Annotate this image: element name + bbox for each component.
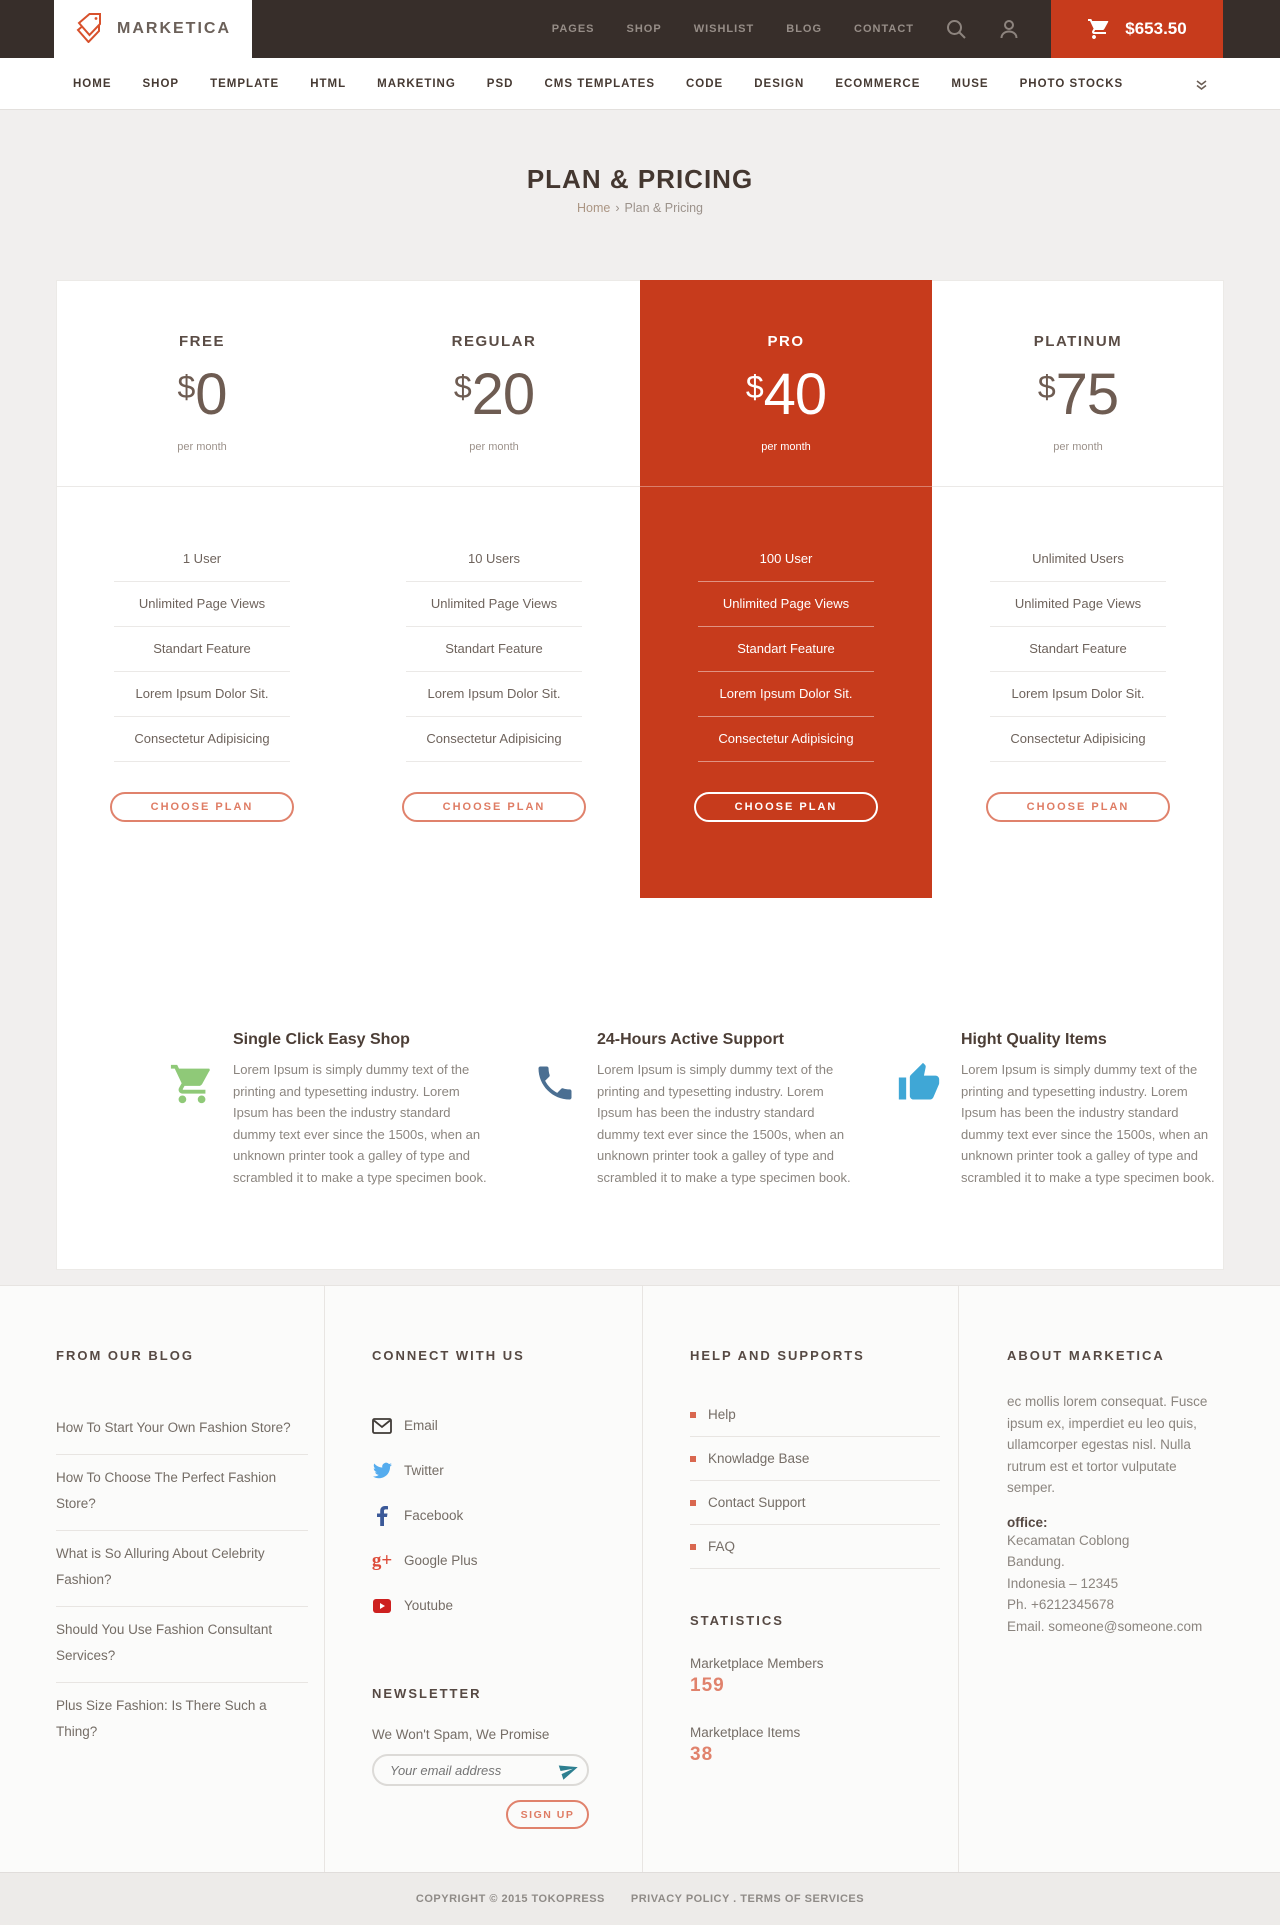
nav-item-code[interactable]: CODE — [686, 77, 724, 90]
page-title: PLAN & PRICING — [526, 164, 754, 194]
newsletter-email-input[interactable] — [372, 1754, 589, 1786]
google-plus-icon: g+ — [371, 1550, 393, 1571]
blurb-text: Lorem Ipsum is simply dummy text of the printing and typesetting industry. Lorem Ipsum has been the industry standard dummy text ever since the 1500s, when an unknown printer took a galley of type and scrambled it to make a type specimen book. — [233, 1062, 487, 1185]
plan-feature: Consectetur Adipisicing — [990, 717, 1166, 762]
thumb-up-icon — [897, 1061, 943, 1107]
nav-item-psd[interactable]: PSD — [486, 77, 514, 90]
plan-period: per month — [1053, 441, 1103, 453]
plan-features — [406, 537, 582, 762]
plan-feature: 10 Users — [406, 537, 582, 582]
blurb-title: Single Click Easy Shop — [233, 1031, 410, 1048]
social-label: Facebook — [404, 1508, 464, 1523]
square-bullet-icon — [690, 1456, 696, 1462]
plan-feature: Lorem Ipsum Dolor Sit. — [698, 672, 874, 717]
copyright-bar — [0, 1872, 1280, 1925]
plan-price — [348, 358, 640, 439]
list-item — [56, 1405, 308, 1455]
cart-icon — [169, 1061, 215, 1107]
address-line: Ph. +6212345678 — [1007, 1597, 1114, 1612]
user-account-icon[interactable] — [997, 17, 1021, 41]
plan-feature: Standart Feature — [698, 627, 874, 672]
price-amount: 20 — [471, 362, 535, 427]
social-links — [372, 1403, 589, 1628]
social-link-twitter[interactable] — [372, 1448, 589, 1493]
list-item — [56, 1455, 308, 1531]
price-amount: 75 — [1055, 362, 1119, 427]
nav-item-muse[interactable]: MUSE — [951, 77, 989, 90]
social-label: Youtube — [404, 1598, 454, 1613]
chevron-down-icon[interactable] — [1195, 78, 1208, 96]
breadcrumb-current: Plan & Pricing — [624, 201, 704, 215]
plan-price — [932, 358, 1224, 439]
breadcrumb — [0, 201, 1280, 215]
pricing-plan-regular — [348, 280, 640, 898]
breadcrumb-separator: › — [615, 201, 620, 215]
footer-heading-blog: FROM OUR BLOG — [56, 1348, 194, 1363]
plan-period: per month — [177, 441, 227, 453]
help-label: Knowladge Base — [708, 1451, 810, 1466]
plan-feature: Consectetur Adipisicing — [406, 717, 582, 762]
footer-divider — [642, 1286, 643, 1872]
cart-button[interactable] — [1051, 0, 1223, 58]
footer-blog-column — [56, 1286, 308, 1758]
plan-name: PLATINUM — [1033, 333, 1123, 350]
plan-feature: Unlimited Page Views — [114, 582, 290, 627]
pricing-plan-free — [56, 280, 348, 898]
top-links — [552, 0, 914, 58]
footer-divider — [324, 1286, 325, 1872]
plan-feature: Unlimited Page Views — [406, 582, 582, 627]
footer-heading-newsletter: NEWSLETTER — [372, 1686, 482, 1701]
plan-period: per month — [761, 441, 811, 453]
nav-item-home[interactable]: HOME — [73, 77, 112, 90]
blog-post-link[interactable]: How To Start Your Own Fashion Store? — [56, 1420, 291, 1435]
help-label: Contact Support — [708, 1495, 806, 1510]
square-bullet-icon — [690, 1544, 696, 1550]
social-link-facebook[interactable] — [372, 1493, 589, 1538]
currency-symbol: $ — [453, 369, 472, 405]
brand-name: MARKETICA — [117, 20, 231, 37]
help-link-faq[interactable] — [690, 1525, 940, 1569]
price-amount: 40 — [763, 362, 827, 427]
social-link-email[interactable] — [372, 1403, 589, 1448]
stat-value: 38 — [690, 1744, 714, 1765]
plan-feature: Standart Feature — [406, 627, 582, 672]
stat-label: Marketplace Items — [690, 1725, 801, 1740]
plan-name: REGULAR — [451, 333, 537, 350]
blurb-text: Lorem Ipsum is simply dummy text of the printing and typesetting industry. Lorem Ipsum has been the industry standard dummy text ever since the 1500s, when an unknown printer took a galley of type and scrambled it to make a type specimen book. — [597, 1062, 851, 1185]
footer-help-column — [690, 1286, 940, 1766]
office-address — [1007, 1530, 1225, 1638]
signup-button[interactable]: SIGN UP — [506, 1800, 589, 1829]
plan-feature: Unlimited Users — [990, 537, 1166, 582]
social-label: Google Plus — [404, 1553, 478, 1568]
plan-feature: Unlimited Page Views — [698, 582, 874, 627]
stat-label: Marketplace Members — [690, 1656, 824, 1671]
social-label: Email — [404, 1418, 438, 1433]
choose-plan-button-platinum[interactable]: CHOOSE PLAN — [986, 792, 1170, 822]
nav-item-photo-stocks[interactable]: PHOTO STOCKS — [1019, 77, 1124, 90]
nav-item-marketing[interactable]: MARKETING — [377, 77, 456, 90]
nav-item-design[interactable]: DESIGN — [754, 77, 805, 90]
plan-feature: Consectetur Adipisicing — [698, 717, 874, 762]
top-link-contact[interactable]: CONTACT — [854, 23, 914, 35]
plan-price — [56, 358, 348, 439]
phone-icon — [533, 1061, 579, 1107]
top-bar — [0, 0, 1280, 58]
blog-post-link[interactable]: Plus Size Fashion: Is There Such a Thing? — [56, 1698, 267, 1739]
address-line: Kecamatan Coblong — [1007, 1532, 1130, 1548]
help-label: FAQ — [708, 1539, 736, 1554]
plan-feature: 1 User — [114, 537, 290, 582]
plan-feature: Standart Feature — [114, 627, 290, 672]
legal-links[interactable]: PRIVACY POLICY . TERMS OF SERVICES — [630, 1893, 865, 1905]
square-bullet-icon — [690, 1412, 696, 1418]
pricing-plan-platinum — [932, 280, 1224, 898]
nav-item-shop[interactable]: SHOP — [142, 77, 180, 90]
footer-connect-column — [372, 1286, 589, 1829]
twitter-icon — [372, 1461, 392, 1481]
help-link-help[interactable] — [690, 1393, 940, 1437]
plan-feature: Standart Feature — [990, 627, 1166, 672]
feature-blurbs — [57, 995, 1225, 1271]
choose-plan-button-free[interactable]: CHOOSE PLAN — [110, 792, 294, 822]
blurb-support — [477, 1031, 851, 1188]
blog-post-link[interactable]: How To Choose The Perfect Fashion Store? — [56, 1470, 277, 1511]
list-item — [56, 1531, 308, 1607]
choose-plan-button-pro[interactable]: CHOOSE PLAN — [694, 792, 878, 822]
blurb-easy-shop — [113, 1031, 487, 1188]
plan-feature: Unlimited Page Views — [990, 582, 1166, 627]
top-link-shop[interactable]: SHOP — [626, 23, 662, 35]
logo[interactable] — [54, 0, 252, 58]
footer-heading-statistics: STATISTICS — [690, 1613, 784, 1628]
footer-divider — [958, 1286, 959, 1872]
help-links — [690, 1393, 940, 1569]
plan-feature: Lorem Ipsum Dolor Sit. — [114, 672, 290, 717]
blurb-quality — [841, 1031, 1215, 1188]
send-icon[interactable] — [559, 1760, 579, 1780]
facebook-icon — [372, 1506, 392, 1526]
pricing-card — [56, 280, 1224, 1270]
plan-feature: Lorem Ipsum Dolor Sit. — [990, 672, 1166, 717]
plan-header — [640, 280, 932, 487]
blog-post-link[interactable]: What is So Alluring About Celebrity Fashion? — [56, 1546, 265, 1587]
top-link-blog[interactable]: BLOG — [786, 23, 823, 35]
plan-feature: Lorem Ipsum Dolor Sit. — [406, 672, 582, 717]
blurb-title: 24-Hours Active Support — [597, 1031, 784, 1048]
address-line: Bandung. — [1007, 1554, 1065, 1569]
blog-post-list — [56, 1405, 308, 1758]
nav-item-ecommerce[interactable]: ECOMMERCE — [835, 77, 921, 90]
footer-about-column — [1007, 1286, 1225, 1637]
newsletter-form — [372, 1754, 589, 1786]
pricing-plan-pro-highlighted — [640, 280, 932, 898]
help-link-contact-support[interactable] — [690, 1481, 940, 1525]
square-bullet-icon — [690, 1500, 696, 1506]
plan-name: PRO — [767, 333, 805, 350]
footer-heading-about: ABOUT MARKETICA — [1007, 1348, 1165, 1363]
brand-tag-icon — [75, 10, 105, 48]
blurb-text: Lorem Ipsum is simply dummy text of the printing and typesetting industry. Lorem Ipsum has been the industry standard dummy text ever since the 1500s, when an unknown printer took a galley of type and scrambled it to make a type specimen book. — [961, 1062, 1215, 1185]
help-label: Help — [708, 1407, 736, 1422]
address-line: Indonesia – 12345 — [1007, 1575, 1119, 1591]
social-link-youtube[interactable] — [372, 1583, 589, 1628]
plan-price — [640, 358, 932, 439]
currency-symbol: $ — [1037, 369, 1056, 405]
main-nav — [0, 58, 1280, 110]
blurb-title: Hight Quality Items — [961, 1031, 1107, 1048]
list-item — [56, 1683, 308, 1758]
blog-post-link[interactable]: Should You Use Fashion Consultant Services? — [56, 1622, 273, 1663]
currency-symbol: $ — [745, 369, 764, 405]
social-label: Twitter — [404, 1463, 444, 1478]
plan-feature: 100 User — [698, 537, 874, 582]
social-link-google-plus[interactable] — [372, 1538, 589, 1583]
plan-features — [990, 537, 1166, 762]
stat-value: 159 — [690, 1675, 725, 1696]
footer-heading-connect: CONNECT WITH US — [372, 1348, 525, 1363]
plan-header — [56, 280, 348, 487]
nav-item-template[interactable]: TEMPLATE — [210, 77, 280, 90]
footer-heading-help: HELP AND SUPPORTS — [690, 1348, 865, 1363]
plan-features — [698, 537, 874, 762]
plan-features — [114, 537, 290, 762]
choose-plan-button-regular[interactable]: CHOOSE PLAN — [402, 792, 586, 822]
plan-header — [932, 280, 1224, 487]
plan-period: per month — [469, 441, 519, 453]
copyright-text: COPYRIGHT © 2015 TOKOPRESS — [415, 1893, 605, 1905]
cart-total: $653.50 — [1125, 19, 1187, 38]
price-amount: 0 — [195, 362, 227, 427]
help-link-knowledge-base[interactable] — [690, 1437, 940, 1481]
cart-icon — [1087, 17, 1111, 41]
breadcrumb-home-link[interactable]: Home — [576, 201, 611, 215]
plan-name: FREE — [178, 333, 225, 350]
email-icon — [372, 1416, 392, 1436]
plan-feature: Consectetur Adipisicing — [114, 717, 290, 762]
nav-item-html[interactable]: HTML — [310, 77, 347, 90]
office-label: office: — [1007, 1514, 1048, 1530]
list-item — [56, 1607, 308, 1683]
nav-item-cms-templates[interactable]: CMS TEMPLATES — [544, 77, 655, 90]
plan-header — [348, 280, 640, 487]
currency-symbol: $ — [177, 369, 196, 405]
top-link-wishlist[interactable]: WISHLIST — [693, 23, 755, 35]
newsletter-tagline: We Won't Spam, We Promise — [372, 1727, 550, 1742]
footer — [0, 1285, 1280, 1872]
top-link-pages[interactable]: PAGES — [551, 23, 595, 35]
search-icon[interactable] — [944, 17, 968, 41]
address-line: Email. someone@someone.com — [1007, 1618, 1203, 1634]
youtube-icon — [372, 1596, 392, 1616]
about-text: ec mollis lorem consequat. Fusce ipsum ex, imperdiet eu leo quis, ullamcorper egestas nisl. Nulla rutrum est et tortor vulputate semper. — [1007, 1394, 1208, 1495]
